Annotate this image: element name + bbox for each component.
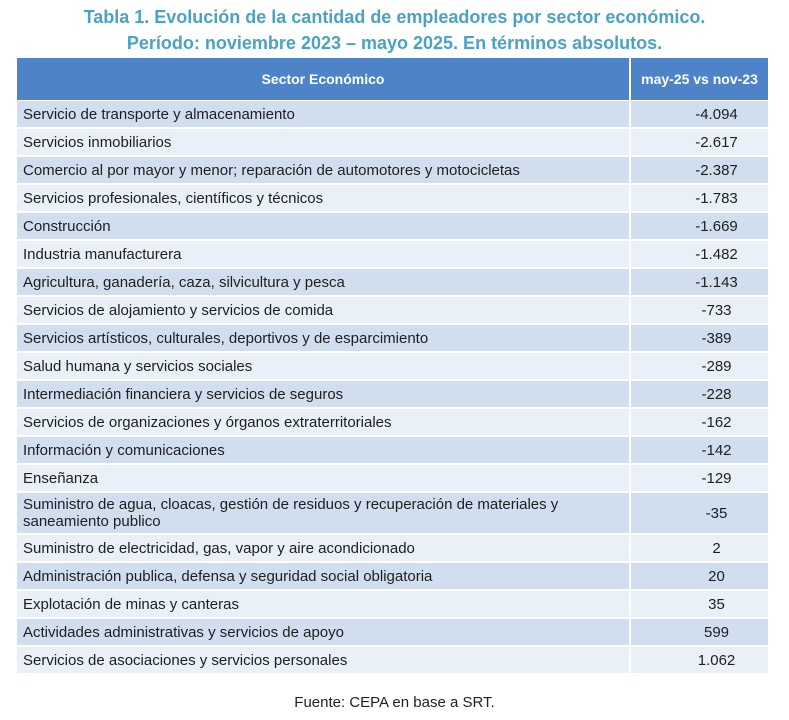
value-cell: -733: [631, 297, 768, 325]
value-cell: -142: [631, 437, 768, 465]
table-row: [17, 241, 768, 269]
table-row: [17, 269, 768, 297]
sector-cell: Suministro de agua, cloacas, gestión de residuos y recuperación de materiales y saneamiento publico: [17, 493, 631, 535]
sector-cell: Servicios inmobiliarios: [17, 129, 631, 157]
value-cell: -1.482: [631, 241, 768, 269]
sector-cell: Suministro de electricidad, gas, vapor y aire acondicionado: [17, 535, 631, 563]
source-note: Fuente: CEPA en base a SRT.: [294, 694, 495, 711]
value-cell: -35: [631, 493, 768, 535]
value-cell: -1.669: [631, 213, 768, 241]
sector-cell: Servicios de organizaciones y órganos extraterritoriales: [17, 409, 631, 437]
title-line-1: Tabla 1. Evolución de la cantidad de empleadores por sector económico.: [83, 7, 706, 27]
table-row: [17, 409, 768, 437]
sector-cell: Construcción: [17, 213, 631, 241]
table-row: [17, 353, 768, 381]
value-cell: -389: [631, 325, 768, 353]
sector-cell: Salud humana y servicios sociales: [17, 353, 631, 381]
sector-cell: Servicios de asociaciones y servicios personales: [17, 647, 631, 675]
value-cell: -289: [631, 353, 768, 381]
sector-cell: Actividades administrativas y servicios de apoyo: [17, 619, 631, 647]
value-cell: 1.062: [631, 647, 768, 675]
table-row: [17, 591, 768, 619]
table-row: [17, 129, 768, 157]
value-cell: 35: [631, 591, 768, 619]
sector-cell: Industria manufacturera: [17, 241, 631, 269]
employers-table: [17, 58, 768, 675]
sector-cell: Intermediación financiera y servicios de seguros: [17, 381, 631, 409]
sector-cell: Agricultura, ganadería, caza, silvicultura y pesca: [17, 269, 631, 297]
column-header-change: may-25 vs nov-23: [631, 58, 768, 101]
value-cell: -1.143: [631, 269, 768, 297]
value-cell: -2.617: [631, 129, 768, 157]
value-cell: -4.094: [631, 101, 768, 129]
table-row: [17, 101, 768, 129]
table-row: [17, 157, 768, 185]
value-cell: -162: [631, 409, 768, 437]
sector-cell: Servicio de transporte y almacenamiento: [17, 101, 631, 129]
table-row: [17, 437, 768, 465]
title-line-2: Período: noviembre 2023 – mayo 2025. En términos absolutos.: [126, 33, 663, 53]
table-row: [17, 381, 768, 409]
table-row: [17, 325, 768, 353]
table-row: [17, 213, 768, 241]
table-row: [17, 465, 768, 493]
table-row: [17, 619, 768, 647]
table-row: [17, 185, 768, 213]
table-row: [17, 535, 768, 563]
value-cell: -129: [631, 465, 768, 493]
value-cell: 2: [631, 535, 768, 563]
table-title: [0, 4, 789, 56]
sector-cell: Servicios artísticos, culturales, deportivos y de esparcimiento: [17, 325, 631, 353]
value-cell: -1.783: [631, 185, 768, 213]
table-row: [17, 297, 768, 325]
sector-cell: Información y comunicaciones: [17, 437, 631, 465]
value-cell: 20: [631, 563, 768, 591]
value-cell: -2.387: [631, 157, 768, 185]
table-row: [17, 563, 768, 591]
column-header-sector: Sector Económico: [17, 58, 631, 101]
table-row: [17, 647, 768, 675]
sector-cell: Administración publica, defensa y seguridad social obligatoria: [17, 563, 631, 591]
sector-cell: Servicios profesionales, científicos y técnicos: [17, 185, 631, 213]
sector-cell: Enseñanza: [17, 465, 631, 493]
value-cell: 599: [631, 619, 768, 647]
table-row: [17, 493, 768, 535]
value-cell: -228: [631, 381, 768, 409]
sector-cell: Explotación de minas y canteras: [17, 591, 631, 619]
sector-cell: Comercio al por mayor y menor; reparación de automotores y motocicletas: [17, 157, 631, 185]
table-header-row: [17, 58, 768, 101]
sector-cell: Servicios de alojamiento y servicios de comida: [17, 297, 631, 325]
